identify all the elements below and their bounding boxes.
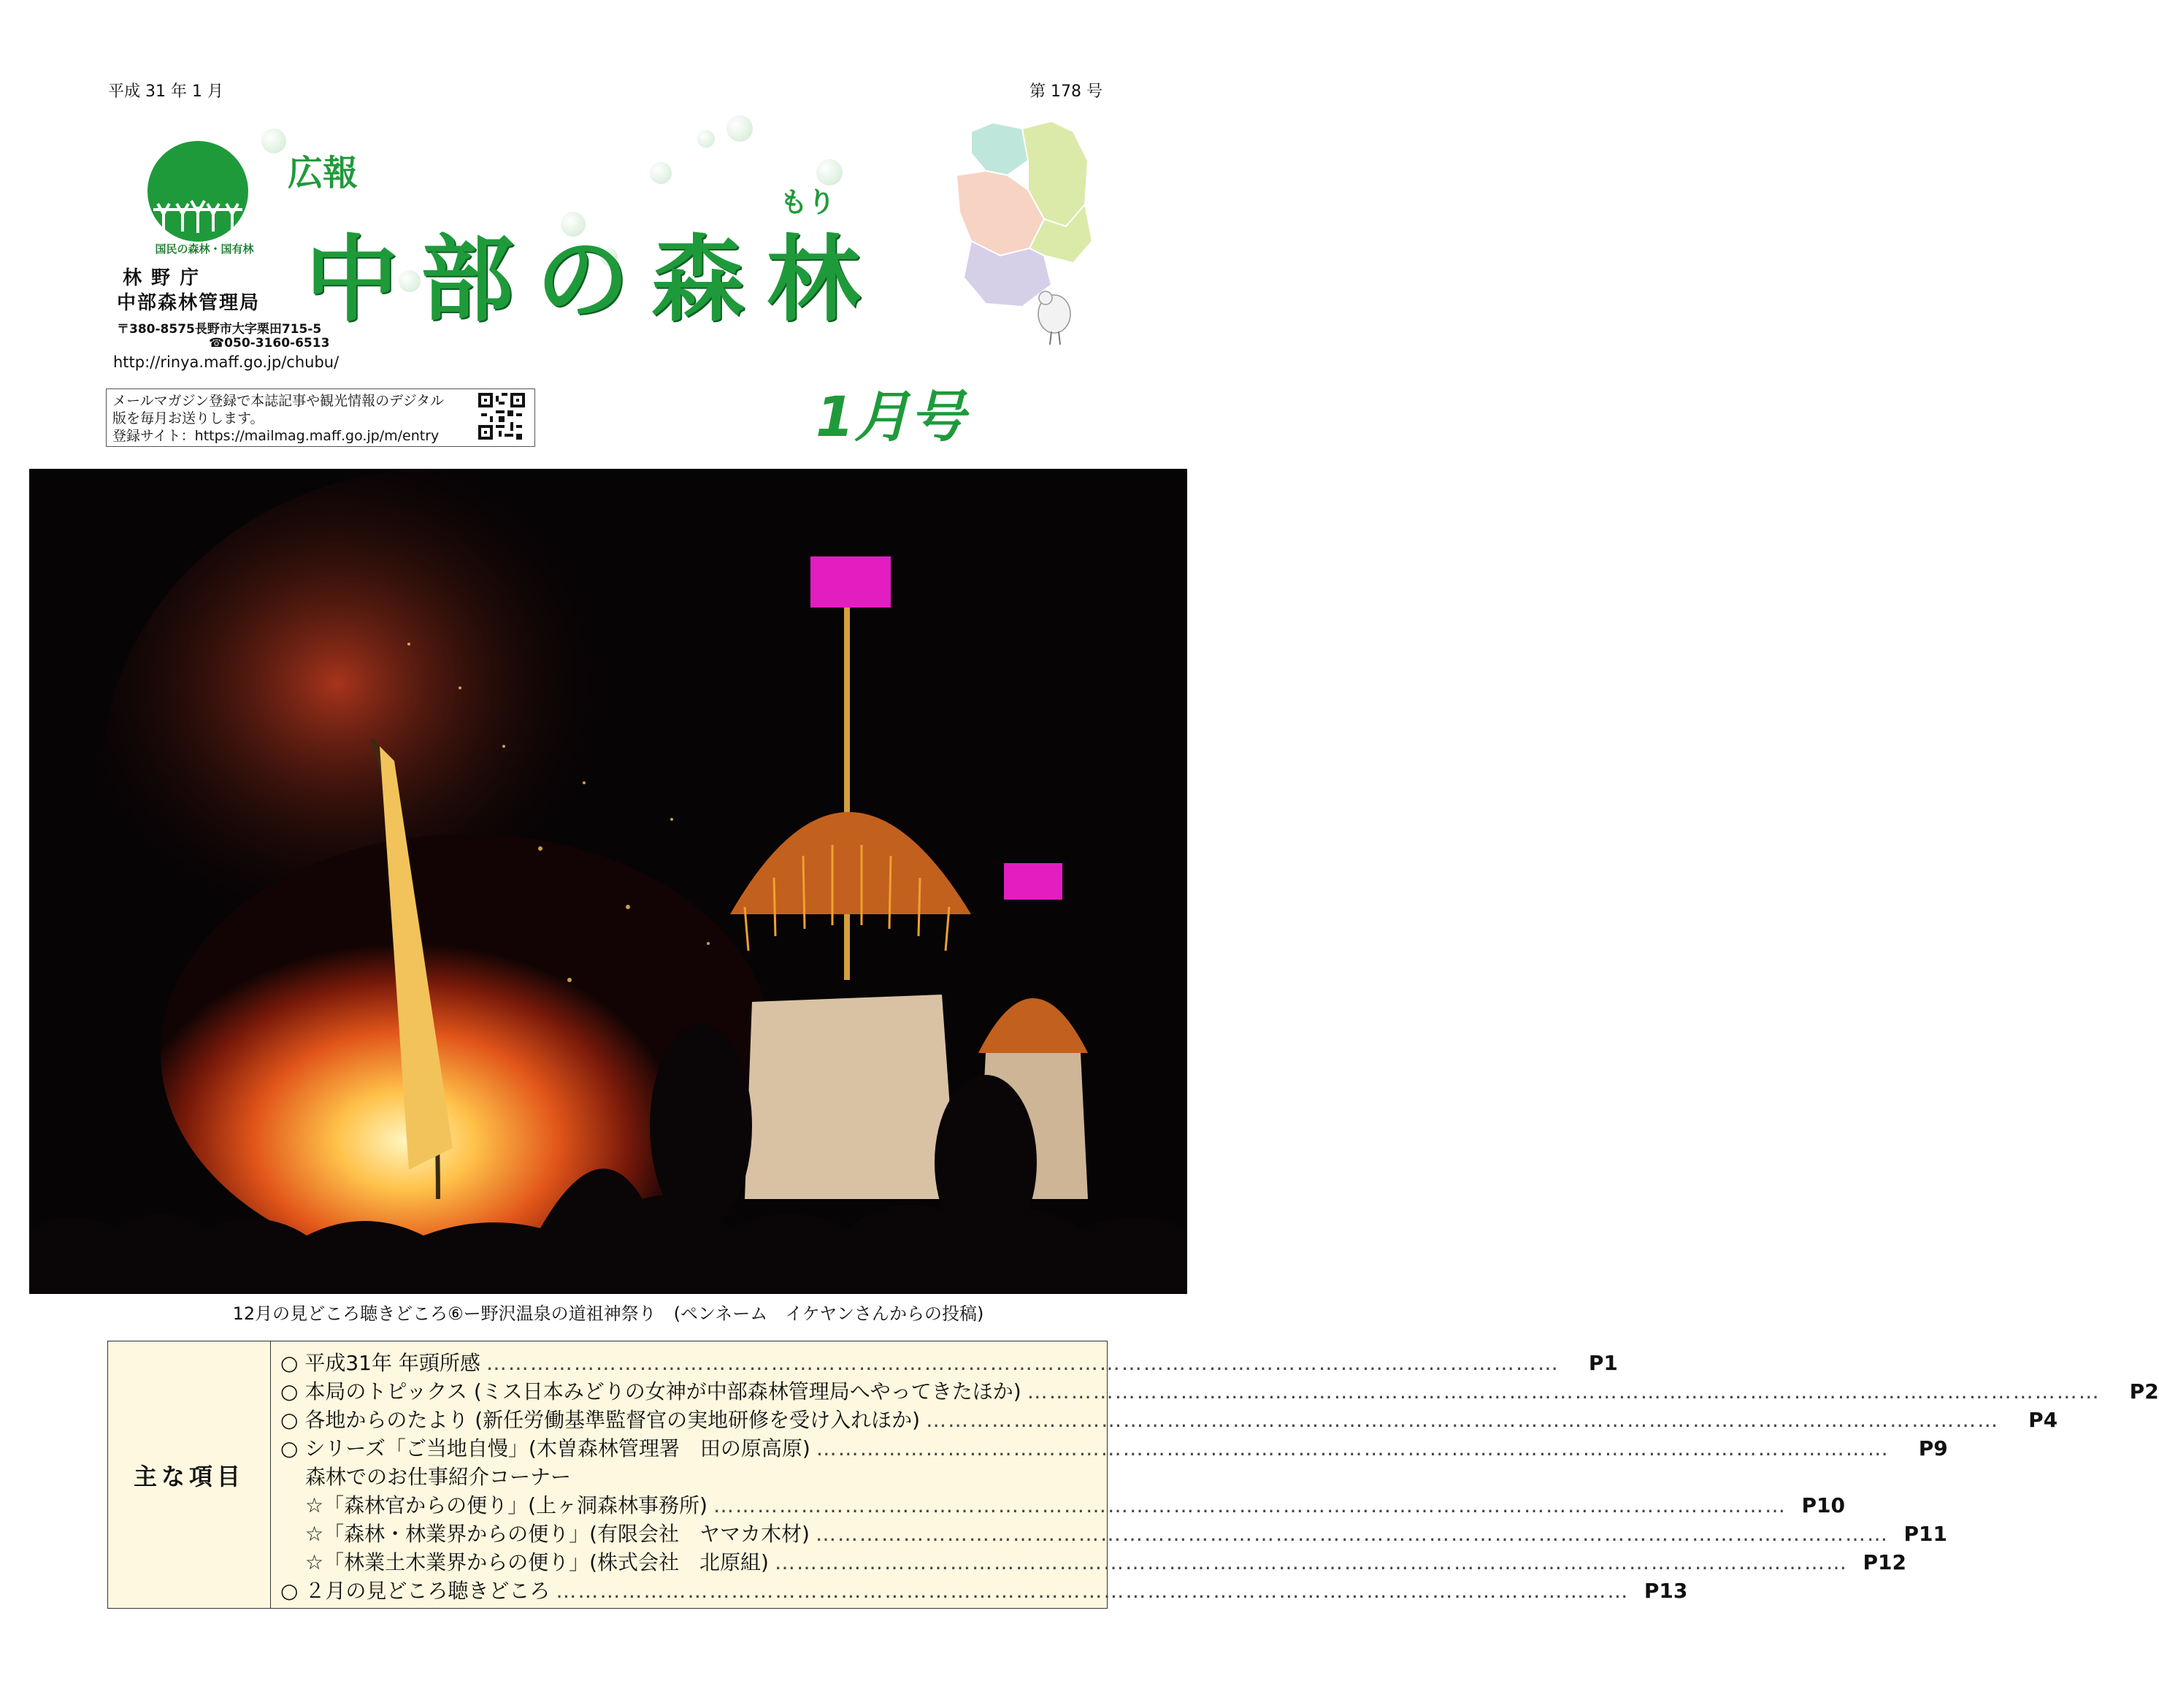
leader-dots: ………………………………………………………………………………………………………………………………… [1027,1379,2101,1403]
contents-item-page: P4 [2028,1408,2058,1432]
contents-item-page: P2 [2129,1379,2159,1403]
contents-section-heading [280,1461,1091,1490]
mail-magazine-line: メールマガジン登録で本誌記事や観光情報のデジタル [112,393,445,409]
contents-item[interactable] [280,1433,1948,1461]
leader-dots: ………………………………………………………………………………………………………………………………… [713,1493,1787,1517]
forest-logo [147,141,248,242]
contents-item-title: ○ 平成31年 年頭所感 [280,1351,480,1375]
contents-item[interactable] [280,1376,2159,1404]
contents-item-title: ○ 本局のトピックス (ミス日本みどりの女神が中部森林管理局へやってきたほか) [280,1379,1021,1403]
leader-dots: ………………………………………………………………………………………………………………………………… [486,1351,1560,1375]
contents-item-page: P13 [1644,1579,1688,1603]
contents-item[interactable] [280,1518,1947,1547]
contents-item-title: ○ ２月の見どころ聴きどころ [280,1579,551,1603]
contents-item-page: P11 [1903,1522,1947,1546]
mail-magazine-box [106,388,535,447]
contents-item-page: P9 [1918,1436,1948,1460]
title-ruby: もり [780,186,836,218]
postal-address: 〒380-8575長野市大字栗田715-5 [117,322,322,337]
leader-dots: ………………………………………………………………………………………………………………………………… [926,1408,2000,1432]
contents-item-title: 森林でのお仕事紹介コーナー [305,1465,572,1489]
contents-label-cell [108,1341,271,1608]
contents-label: 主な項目 [133,1462,245,1490]
contents-item[interactable] [280,1547,1906,1575]
qr-code-icon[interactable] [478,393,525,440]
contents-item[interactable] [280,1490,1845,1518]
contents-item[interactable] [280,1404,2058,1433]
bubble-decoration [261,129,286,153]
bureau-name: 中部森林管理局 [117,292,261,314]
leader-dots: ………………………………………………………………………………………………………………………………… [774,1550,1848,1574]
contents-list [280,1347,2159,1604]
contents-item-page: P10 [1801,1493,1845,1517]
logo-caption: 国民の森林・国有林 [155,242,254,256]
bubble-decoration [726,115,753,142]
photo-caption: 12月の見どころ聴きどころ⑥ー野沢温泉の道祖神祭り (ペンネーム イケヤンさんからの投稿) [232,1303,984,1324]
cover-photo [29,469,1187,1294]
contents-item-title: ○ 各地からのたより (新任労働基準監督官の実地研修を受け入れほか) [280,1408,921,1432]
contents-item-page: P1 [1588,1351,1618,1375]
contents-item-title: ☆「森林・林業界からの便り」(有限会社 ヤマカ木材) [305,1522,810,1546]
website-link[interactable]: http://rinya.maff.go.jp/chubu/ [113,353,340,371]
chubu-region-map [942,117,1102,358]
contents-item[interactable] [280,1575,1688,1604]
issue-date: 平成 31 年 1 月 [108,83,223,101]
agency-name: 林 野 庁 [123,267,201,289]
mail-magazine-line: 版を毎月お送りします。 [112,410,264,426]
contents-item-title: ○ シリーズ「ご当地自慢」(木曽森林管理署 田の原高原) [280,1436,810,1460]
magazine-title: 中部の森林 [305,226,883,334]
mail-magazine-link[interactable]: 登録サイト：https://mailmag.maff.go.jp/m/entry [112,428,440,444]
contents-item-title: ☆「林業土木業界からの便り」(株式会社 北原組) [305,1550,769,1574]
tree-logo-icon [147,141,248,242]
issue-month: 1月号 [816,384,965,449]
bubble-decoration [697,130,715,148]
leader-dots: ………………………………………………………………………………………………………………………………… [556,1579,1630,1603]
bubble-decoration [650,162,672,184]
contents-item-title: ☆「森林官からの便り」(上ヶ洞森林事務所) [305,1493,707,1517]
contents-table [107,1341,2159,1609]
contents-item-page: P12 [1863,1550,1906,1574]
leader-dots: ………………………………………………………………………………………………………………………………… [815,1522,1889,1546]
koho-label: 広報 [288,153,358,194]
issue-number: 第 178 号 [1029,83,1102,101]
leader-dots: ………………………………………………………………………………………………………………………………… [816,1436,1890,1460]
phone-number: ☎050-3160-6513 [209,336,330,351]
contents-item[interactable] [280,1347,1618,1376]
